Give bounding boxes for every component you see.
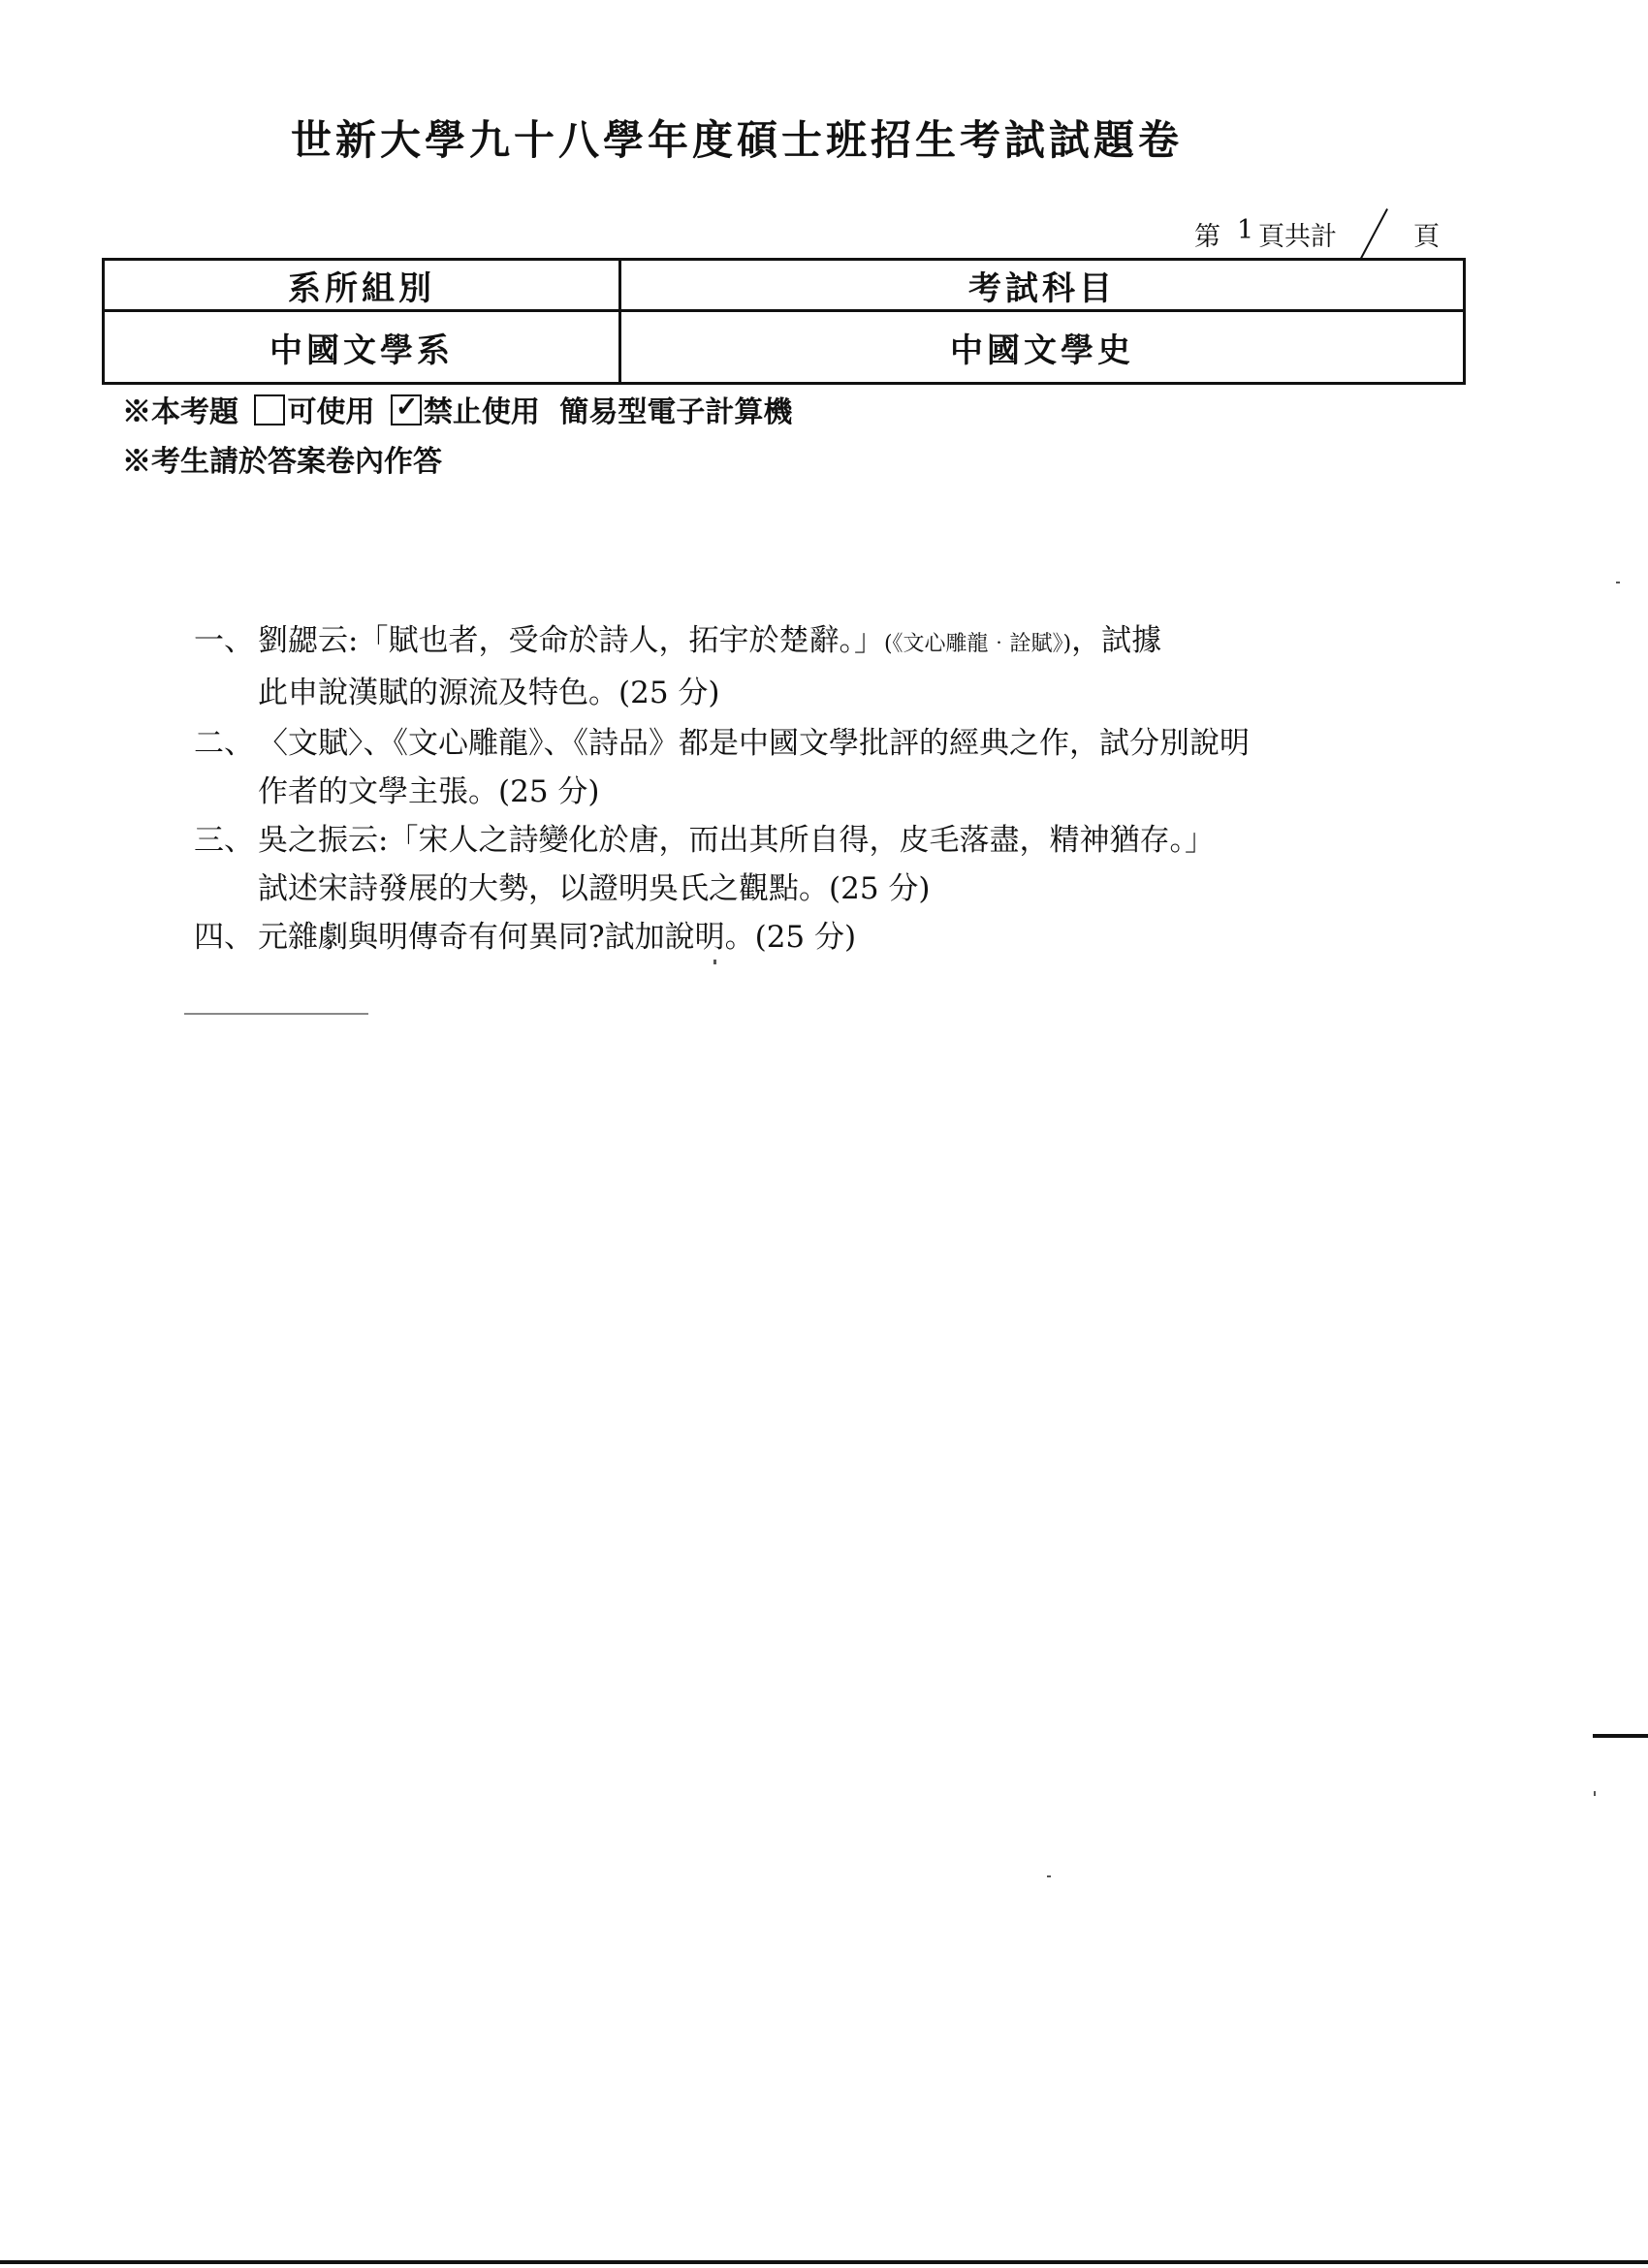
calculator-device: 簡易型電子計算機 <box>559 395 793 429</box>
question-3 <box>194 816 1357 913</box>
subject-header: 考試科目 <box>620 260 1465 311</box>
page-prefix: 第 <box>1194 222 1220 252</box>
question-number: 四、 <box>194 920 254 955</box>
margin-rule <box>1593 1734 1648 1738</box>
scan-speck <box>1047 1875 1051 1877</box>
calculator-notice <box>122 388 792 430</box>
question-text-line2: 作者的文學主張。(25 分) <box>258 774 600 809</box>
question-text-line2: 此申說漢賦的源流及特色。(25 分) <box>258 676 720 710</box>
exam-header-table <box>102 258 1466 385</box>
page-suffix: 頁 <box>1413 222 1440 252</box>
page-middle: 頁共計 <box>1258 222 1337 252</box>
question-number: 一、 <box>194 623 254 658</box>
answer-sheet-notice: ※考生請於答案卷內作答 <box>122 445 442 479</box>
scan-speck <box>713 960 716 964</box>
question-1 <box>194 616 1357 717</box>
question-number: 二、 <box>194 726 254 761</box>
subject-value: 中國文學史 <box>620 311 1465 384</box>
question-text-line2: 試述宋詩發展的大勢，以證明吳氏之觀點。(25 分) <box>258 871 931 906</box>
exam-title: 世新大學九十八學年度碩士班招生考試試題卷 <box>291 116 1184 164</box>
calculator-notice-prefix: ※本考題 <box>122 395 238 429</box>
question-text: 元雜劇與明傳奇有何異同?試加說明。(25 分) <box>258 920 857 955</box>
page-indicator <box>1194 211 1446 256</box>
allowed-label: 可使用 <box>287 395 375 429</box>
question-text-tail: ，試據 <box>1071 623 1162 658</box>
scan-speck <box>1616 582 1620 583</box>
question-reference: (《文心雕龍‧詮賦》) <box>883 632 1072 656</box>
question-list <box>194 616 1357 961</box>
scan-artifact-line <box>184 1013 368 1015</box>
allowed-checkbox <box>254 394 285 425</box>
question-text: 吳之振云:「宋人之詩變化於唐，而出其所自得，皮毛落盡，精神猶存。」 <box>258 823 1215 858</box>
department-header: 系所組別 <box>104 260 620 311</box>
forbidden-label: 禁止使用 <box>423 395 540 429</box>
question-text: 〈文賦〉、《文心雕龍》、《詩品》都是中國文學批評的經典之作，試分別說明 <box>258 726 1250 761</box>
scan-speck <box>1594 1791 1596 1796</box>
bottom-border-line <box>0 2260 1648 2264</box>
page-number: 1 <box>1237 215 1254 245</box>
forbidden-checkbox <box>391 394 422 425</box>
question-2 <box>194 719 1357 816</box>
question-4 <box>194 913 1357 961</box>
question-number: 三、 <box>194 823 254 858</box>
question-text: 劉勰云:「賦也者，受命於詩人，拓宇於楚辭。」 <box>258 623 884 658</box>
department-value: 中國文學系 <box>104 311 620 384</box>
handwritten-slash-mark <box>1359 208 1388 261</box>
